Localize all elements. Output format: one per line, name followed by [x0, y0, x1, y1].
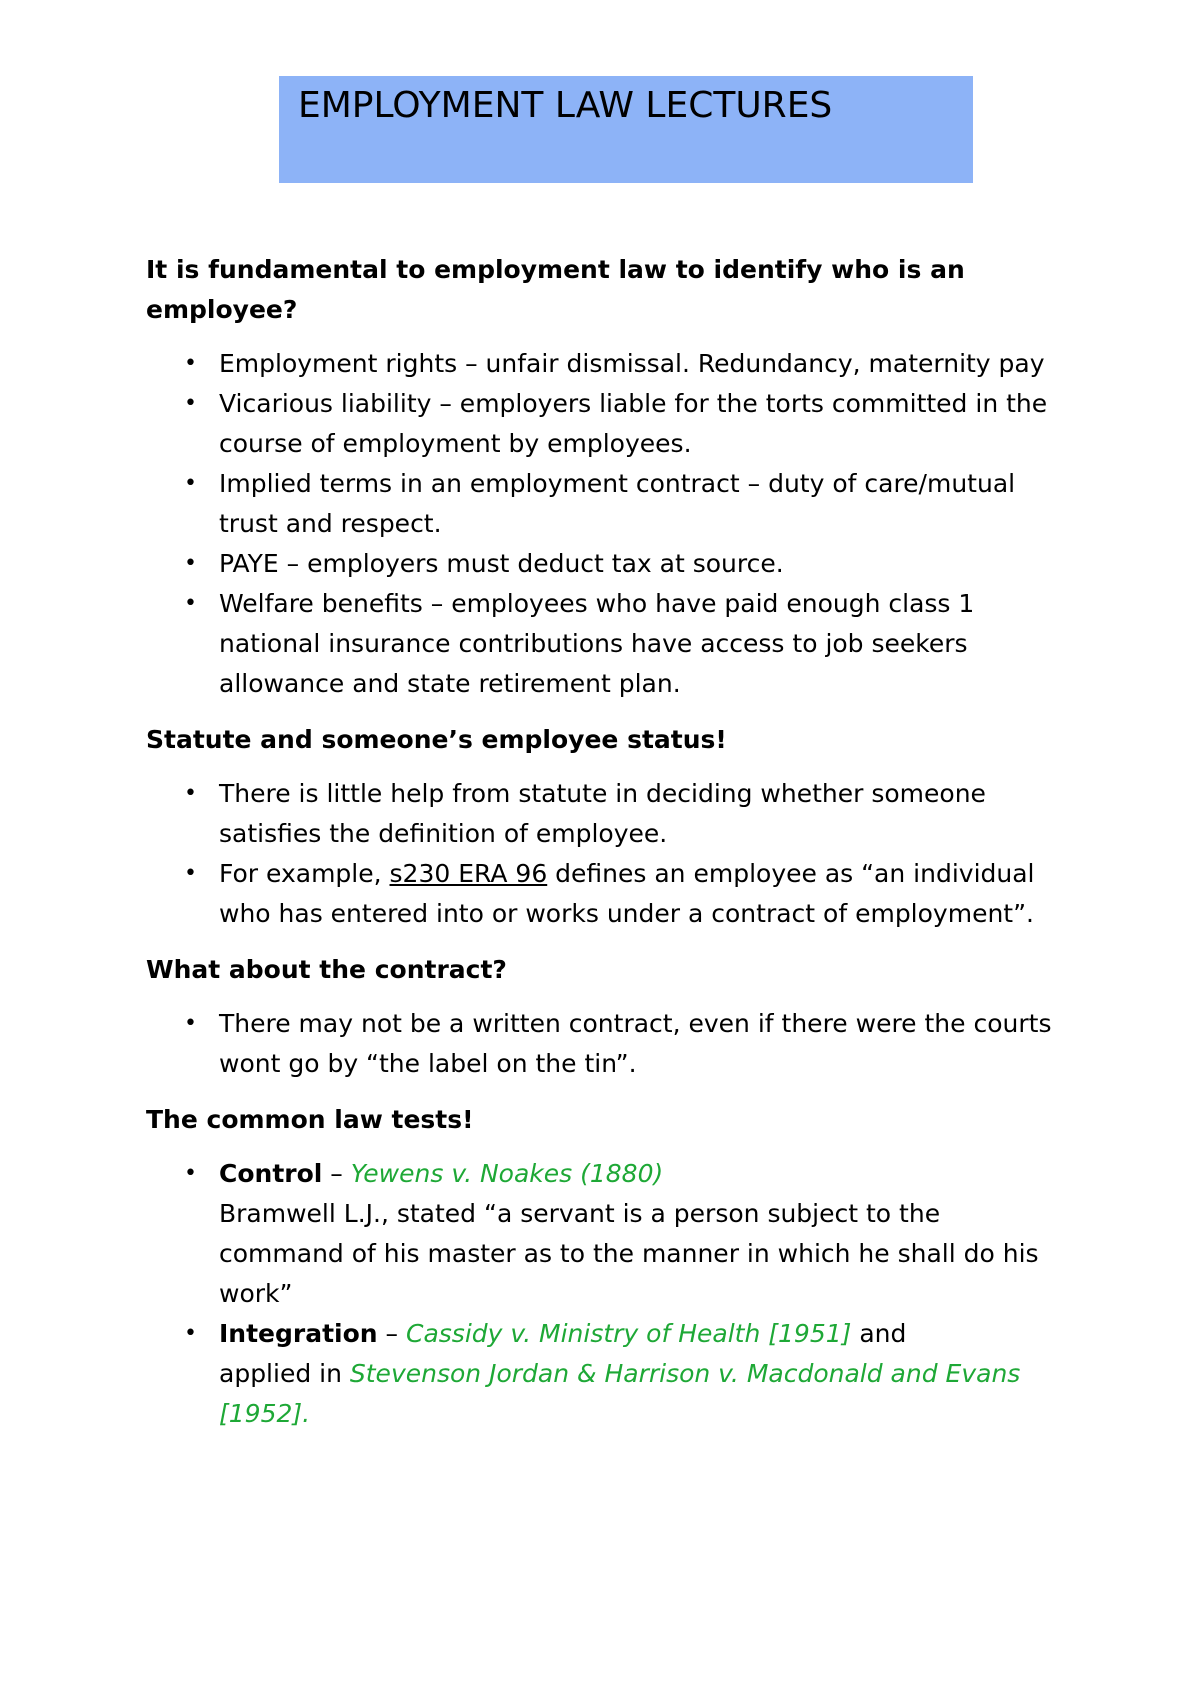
bullet-icon: •	[184, 861, 197, 886]
document-body	[146, 250, 1066, 1450]
bullet-icon: •	[184, 781, 197, 806]
test-label-integration: Integration	[219, 1319, 378, 1348]
control-quote: Bramwell L.J., stated “a servant is a person subject to the command of his master as to the manner in which he shall do his work”	[219, 1199, 1039, 1308]
list-item-text: PAYE – employers must deduct tax at source.	[219, 549, 784, 578]
document-title: EMPLOYMENT LAW LECTURES	[298, 85, 833, 126]
list-item	[146, 1154, 1066, 1314]
list-item	[146, 384, 1066, 464]
case-citation: Yewens v. Noakes (1880)	[350, 1159, 664, 1188]
list-item-text: Employment rights – unfair dismissal. Redundancy, maternity pay	[219, 349, 1045, 378]
list-item-text: Implied terms in an employment contract – duty of care/mutual trust and respect.	[219, 469, 1016, 538]
list-item-text: Vicarious liability – employers liable for the torts committed in the course of employment by employees.	[219, 389, 1048, 458]
bullet-list	[146, 344, 1066, 704]
list-item	[146, 464, 1066, 544]
bullet-icon: •	[184, 1161, 197, 1186]
list-item-text: Welfare benefits – employees who have paid enough class 1 national insurance contributions have access to job seekers allowance and state retirement plan.	[219, 589, 975, 698]
bullet-icon: •	[184, 1011, 197, 1036]
bullet-icon: •	[184, 391, 197, 416]
test-label-control: Control	[219, 1159, 323, 1188]
section-heading: Statute and someone’s employee status!	[146, 725, 727, 754]
dash: –	[377, 1319, 406, 1348]
bullet-list	[146, 1004, 1066, 1084]
bullet-icon: •	[184, 551, 197, 576]
list-item	[146, 774, 1066, 854]
bullet-icon: •	[184, 471, 197, 496]
title-box	[279, 76, 973, 183]
list-item	[146, 544, 1066, 584]
bullet-list	[146, 774, 1066, 934]
example-rest: defines an employee as “an individual who has entered into or works under a contract of employment”.	[219, 859, 1035, 928]
case-citation: Cassidy v. Ministry of Health [1951]	[406, 1319, 852, 1348]
list-item-text: There is little help from statute in deciding whether someone satisfies the definition of employee.	[219, 779, 986, 848]
list-item	[146, 1314, 1066, 1434]
statute-reference: s230 ERA 96	[389, 859, 548, 888]
list-item-text: There may not be a written contract, even if there were the courts wont go by “the label on the tin”.	[219, 1009, 1052, 1078]
example-prefix: For example,	[219, 859, 390, 888]
connector-text: and	[851, 1319, 907, 1348]
list-item	[146, 854, 1066, 934]
bullet-icon: •	[184, 351, 197, 376]
list-item	[146, 1004, 1066, 1084]
section-heading: The common law tests!	[146, 1105, 474, 1134]
section-heading: It is fundamental to employment law to identify who is an employee?	[146, 255, 965, 324]
section-heading: What about the contract?	[146, 955, 507, 984]
dash: –	[322, 1159, 351, 1188]
list-item	[146, 344, 1066, 384]
case-citation: Stevenson Jordan & Harrison v. Macdonald and Evans [1952].	[219, 1359, 1021, 1428]
bullet-list	[146, 1154, 1066, 1434]
connector-text: applied in	[219, 1359, 350, 1388]
bullet-icon: •	[184, 591, 197, 616]
bullet-icon: •	[184, 1321, 197, 1346]
list-item	[146, 584, 1066, 704]
